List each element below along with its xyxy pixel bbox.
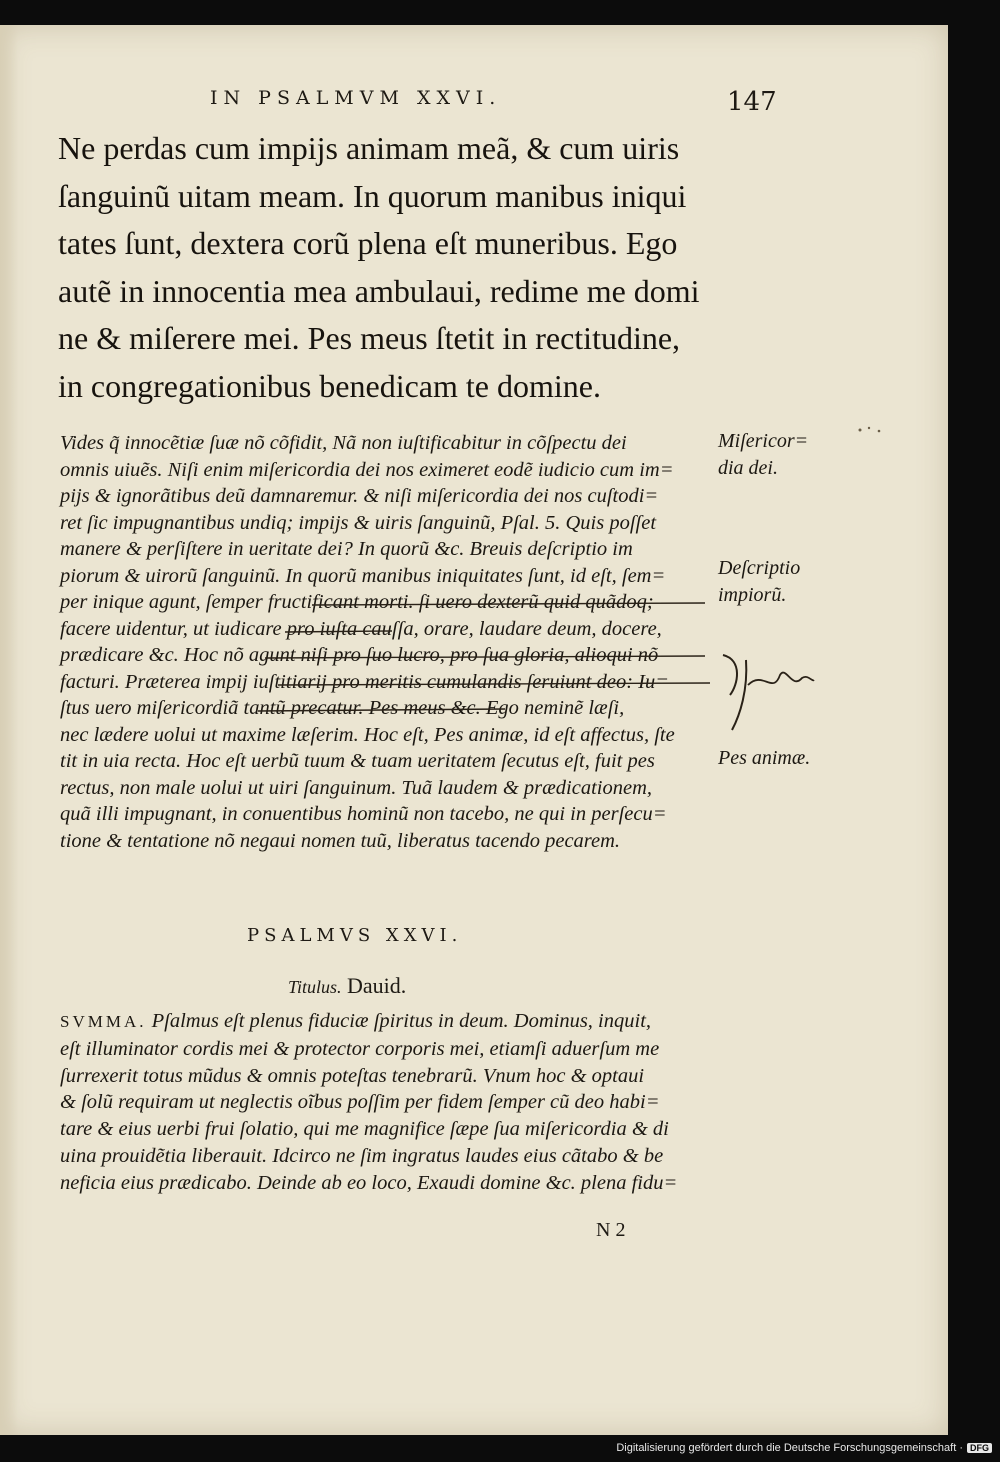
section-title: PSALMVS XXVI. [247, 925, 463, 946]
digitization-credit [616, 1442, 992, 1454]
psalm-line: ne & miſerere mei. Pes meus ſtetit in rectitudine, [58, 320, 681, 356]
psalm-line: tates ſunt, dextera corũ plena eſt muneribus. Ego [58, 225, 678, 261]
commentary-line: tit in uia recta. Hoc eſt uerbũ tuum & tuam ueritatem ſecutus eſt, fuit pes [60, 750, 655, 772]
commentary-line: rectus, non male uolui ut uiri ſanguinum. Tuã laudem & prædicationem, [60, 776, 653, 799]
psalm-line: autẽ in innocentia mea ambulaui, redime me domi [58, 272, 700, 309]
signature-mark: N 2 [596, 1219, 626, 1241]
commentary-line: ret ſic impugnantibus undiq; impijs & uiris ſanguinũ, Pſal. 5. Quis poſſet [60, 511, 657, 534]
commentary-line: facere uidentur, ut iudicare pro iuſta cauſſa, orare, laudare deum, docere, [60, 617, 662, 640]
summa-line: uina prouidẽtia liberauit. Idcirco ne ſim ingratus laudes eius cãtabo & be [60, 1144, 664, 1167]
summa-line [60, 1008, 720, 1036]
margin-note-descriptio-cont: impiorũ. [718, 584, 787, 606]
psalm-line: in congregationibus benedicam te domine. [58, 367, 601, 404]
commentary-line: pijs & ignorãtibus deũ damnaremur. & niſi miſericordia dei nos cuſtodi= [60, 485, 659, 507]
titulus-label: Titulus. [288, 977, 342, 997]
psalm-line: ſanguinũ uitam meam. In quorum manibus iniqui [58, 177, 687, 214]
summa-block [60, 1008, 720, 1197]
commentary-line: ſtus uero miſericordiã tantũ precatur. Pes meus &c. Ego neminẽ læſi, [60, 697, 625, 719]
summa-line-text: Pſalmus eſt plenus fiduciæ ſpiritus in deum. Dominus, inquit, [151, 1010, 652, 1032]
titulus-line [288, 973, 406, 999]
dfg-logo-icon: DFG [967, 1443, 992, 1453]
titulus-name: Dauid. [347, 973, 407, 998]
summa-line: & ſolũ requiram ut neglectis oĩbus poſſim per fidem ſemper cũ deo habi= [60, 1091, 660, 1114]
commentary-line: tione & tentatione nõ negaui nomen tuũ, liberatus tacendo pecarem. [60, 829, 621, 852]
margin-note-misericordia-cont: dia dei. [718, 457, 778, 479]
commentary-line: quã illi impugnant, in conuentibus hominũ non tacebo, ne qui in perſecu= [60, 803, 667, 825]
footer-text: Digitalisierung gefördert durch die Deutsche Forschungsgemeinschaft · [616, 1442, 963, 1454]
page-number: 147 [727, 87, 777, 117]
margin-note-descriptio: Deſcriptio [718, 557, 801, 579]
summa-line: tare & eius uerbi frui ſolatio, qui me magnifice ſæpe ſua miſericordia & di [60, 1118, 669, 1141]
margin-note-pes-animae: Pes animæ. [718, 747, 811, 769]
summa-label: SVMMA. [60, 1012, 147, 1031]
commentary-line: piorum & uirorũ ſanguinũ. In quorũ manibus iniquitates ſunt, id eſt, ſem= [60, 564, 666, 587]
ink-speck-icon [855, 423, 895, 437]
summa-line: ſurrexerit totus mũdus & omnis poteſtas tenebrarũ. Vnum hoc & optaui [60, 1064, 645, 1087]
handwritten-annotation-icon [718, 640, 818, 735]
commentary-line: Vides q̃ innocẽtiæ ſuæ nõ cõfidit, Nã non iuſtificabitur in cõſpectu dei [60, 432, 627, 454]
commentary-line: per inique agunt, ſemper fructificant morti. ſi uero dexterũ quid quãdoq; [60, 591, 654, 613]
book-page [0, 25, 948, 1435]
summa-line: eſt illuminator cordis mei & protector corporis mei, etiamſi aduerſum me [60, 1037, 660, 1060]
handwritten-underlines [0, 25, 948, 925]
running-head: IN PSALMVM XXVI. [210, 87, 502, 109]
margin-note-misericordia: Miſericor= [718, 430, 809, 452]
commentary-line: omnis uiuẽs. Niſi enim miſericordia dei nos eximeret eodẽ iudicio cum im= [60, 458, 674, 481]
commentary-line: prædicare &c. Hoc nõ agunt niſi pro ſuo lucro, pro ſua gloria, alioqui nõ [60, 644, 659, 666]
commentary-line: nec lædere uolui ut maxime læſerim. Hoc eſt, Pes animæ, id eſt affectus, ſte [60, 723, 675, 746]
summa-line: neficia eius prædicabo. Deinde ab eo loco, Exaudi domine &c. plena fidu= [60, 1171, 678, 1194]
psalm-line: Ne perdas cum impijs animam meã, & cum uiris [58, 130, 680, 166]
commentary-line: facturi. Præterea impij iuſtitiarij pro meritis cumulandis ſeruiunt deo: Iu= [60, 670, 670, 693]
commentary-line: manere & perſiſtere in ueritate dei? In quorũ &c. Breuis deſcriptio im [60, 538, 633, 560]
